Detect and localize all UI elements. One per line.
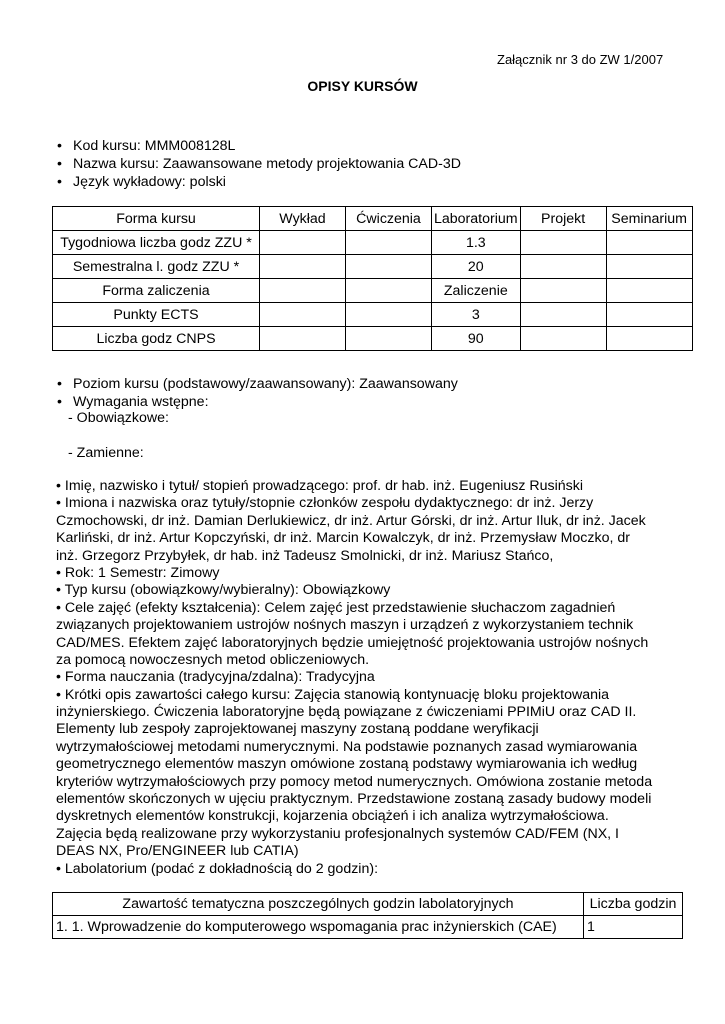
table-cell bbox=[260, 303, 346, 327]
prereq-obligatory: - Obowiązkowe: bbox=[68, 410, 169, 426]
course-name: • Nazwa kursu: Zaawansowane metody projektowania CAD-3D bbox=[57, 155, 461, 173]
table-cell bbox=[346, 279, 432, 303]
text-line: • Krótki opis zawartości całego kursu: Zajęcia stanowią kontynuację bloku projektowania bbox=[56, 686, 610, 703]
course-code: • Kod kursu: MMM008128L bbox=[57, 137, 461, 155]
text-line: • Labolatorium (podać z dokładnością do 2 godzin): bbox=[56, 860, 379, 877]
table-cell bbox=[606, 303, 692, 327]
text-line: dyskretnych elementów konstrukcji, kojarzenia obciążeń i ich analiza wytrzymałościowa. bbox=[56, 808, 609, 825]
table-cell bbox=[260, 327, 346, 351]
table-header: Laboratorium bbox=[432, 207, 521, 231]
table-cell: Forma zaliczenia bbox=[53, 279, 260, 303]
table-header: Zawartość tematyczna poszczególnych godzin labolatoryjnych bbox=[53, 893, 584, 916]
table-cell: 90 bbox=[432, 327, 521, 351]
table-cell: 20 bbox=[432, 255, 521, 279]
table-row bbox=[53, 231, 693, 255]
text-line: Karliński, dr inż. Artur Kopczyński, dr inż. Marcin Kowalczyk, dr inż. Przemysław Moczko, dr bbox=[56, 530, 630, 547]
prerequisites-heading: • Wymagania wstępne: bbox=[57, 393, 458, 411]
text-line: Elementy lub zespoły zaprojektowanej maszyny zostaną poddane weryfikacji bbox=[56, 721, 539, 738]
course-language: • Język wykładowy: polski bbox=[57, 173, 461, 191]
table-row bbox=[53, 255, 693, 279]
table-cell: Zaliczenie bbox=[432, 279, 521, 303]
table-row bbox=[53, 303, 693, 327]
table-cell bbox=[606, 231, 692, 255]
table-cell bbox=[346, 303, 432, 327]
course-description bbox=[56, 478, 686, 878]
table-cell bbox=[520, 231, 606, 255]
table-row bbox=[53, 916, 683, 939]
level-list bbox=[57, 375, 458, 411]
course-level: • Poziom kursu (podstawowy/zaawansowany): Zaawansowany bbox=[57, 375, 458, 393]
text-line: Czmochowski, dr inż. Damian Derlukiewicz, dr inż. Artur Górski, dr inż. Artur Iluk, dr inż. Jacek bbox=[56, 512, 646, 529]
page-title: OPISY KURSÓW bbox=[307, 78, 418, 94]
text-line: za pomocą nowoczesnych metod obliczeniowych. bbox=[56, 651, 370, 668]
text-line: inż. Grzegorz Przybyłek, dr hab. inż Tadeusz Smolnicki, dr inż. Mariusz Stańco, bbox=[56, 547, 554, 564]
table-header-row bbox=[53, 893, 683, 916]
course-forms-table bbox=[52, 206, 693, 351]
text-line: kryteriów wytrzymałościowych przy pomocy metod numerycznych. Omówiona zostanie metoda bbox=[56, 773, 653, 790]
text-line: • Rok: 1 Semestr: Zimowy bbox=[56, 564, 220, 581]
text-line: elementów skończonych w ujęciu praktycznym. Przedstawione zostaną zasady budowy modeli bbox=[56, 791, 652, 808]
text-line: geometrycznego elementów maszyn omówione zostaną podstawy wymiarowania ich według bbox=[56, 756, 638, 773]
table-header: Liczba godzin bbox=[584, 893, 683, 916]
text-line: CAD/MES. Efektem zajęć laboratoryjnych będzie umiejętność projektowania ustrojów nośnych bbox=[56, 634, 649, 651]
table-cell bbox=[520, 327, 606, 351]
table-cell: 1. 1. Wprowadzenie do komputerowego wspomagania prac inżynierskich (CAE) bbox=[53, 916, 584, 939]
table-cell: Tygodniowa liczba godz ZZU * bbox=[53, 231, 260, 255]
table-row bbox=[53, 327, 693, 351]
table-cell bbox=[520, 303, 606, 327]
table-cell bbox=[260, 255, 346, 279]
table-header-row bbox=[53, 207, 693, 231]
text-line: • Cele zajęć (efekty kształcenia): Celem zajęć jest przedstawienie słuchaczom zagadnień bbox=[56, 599, 616, 616]
table-header: Forma kursu bbox=[53, 207, 260, 231]
table-cell bbox=[606, 279, 692, 303]
table-cell bbox=[346, 231, 432, 255]
table-cell bbox=[606, 255, 692, 279]
table-header: Ćwiczenia bbox=[346, 207, 432, 231]
table-cell bbox=[346, 327, 432, 351]
text-line: • Imię, nazwisko i tytuł/ stopień prowadzącego: prof. dr hab. inż. Eugeniusz Rusiński bbox=[56, 478, 584, 494]
table-header: Wykład bbox=[260, 207, 346, 231]
lab-hours-table bbox=[52, 892, 683, 939]
table-row bbox=[53, 279, 693, 303]
text-line: wytrzymałościowej metodami numerycznymi. Na podstawie poznanych zasad wymiarowania bbox=[56, 738, 638, 755]
table-cell bbox=[260, 231, 346, 255]
text-line: • Forma nauczania (tradycyjna/zdalna): Tradycyjna bbox=[56, 669, 375, 686]
table-cell bbox=[260, 279, 346, 303]
table-cell: Semestralna l. godz ZZU * bbox=[53, 255, 260, 279]
table-cell: Punkty ECTS bbox=[53, 303, 260, 327]
table-cell bbox=[606, 327, 692, 351]
table-cell: Liczba godz CNPS bbox=[53, 327, 260, 351]
annex-label: Załącznik nr 3 do ZW 1/2007 bbox=[497, 52, 664, 67]
table-cell: 3 bbox=[432, 303, 521, 327]
prereq-alternative: - Zamienne: bbox=[68, 445, 144, 461]
text-line: • Imiona i nazwiska oraz tytuły/stopnie członków zespołu dydaktycznego: dr inż. Jerzy bbox=[56, 495, 594, 512]
text-line: Zajęcia będą realizowane przy wykorzystaniu profesjonalnych systemów CAD/FEM (NX, I bbox=[56, 825, 619, 842]
table-header: Projekt bbox=[520, 207, 606, 231]
table-cell: 1 bbox=[584, 916, 683, 939]
course-info-list bbox=[57, 137, 461, 191]
text-line: związanych projektowaniem ustrojów nośnych maszyn i urządzeń z wykorzystaniem technik bbox=[56, 617, 634, 634]
table-cell bbox=[520, 279, 606, 303]
table-cell bbox=[346, 255, 432, 279]
table-cell: 1.3 bbox=[432, 231, 521, 255]
table-cell bbox=[520, 255, 606, 279]
text-line: inżynierskiego. Ćwiczenia laboratoryjne będą powiązane z ćwiczeniami PPIMiU oraz CAD II. bbox=[56, 704, 637, 721]
text-line: DEAS NX, Pro/ENGINEER lub CATIA) bbox=[56, 843, 299, 860]
text-line: • Typ kursu (obowiązkowy/wybieralny): Obowiązkowy bbox=[56, 582, 391, 599]
table-header: Seminarium bbox=[606, 207, 692, 231]
